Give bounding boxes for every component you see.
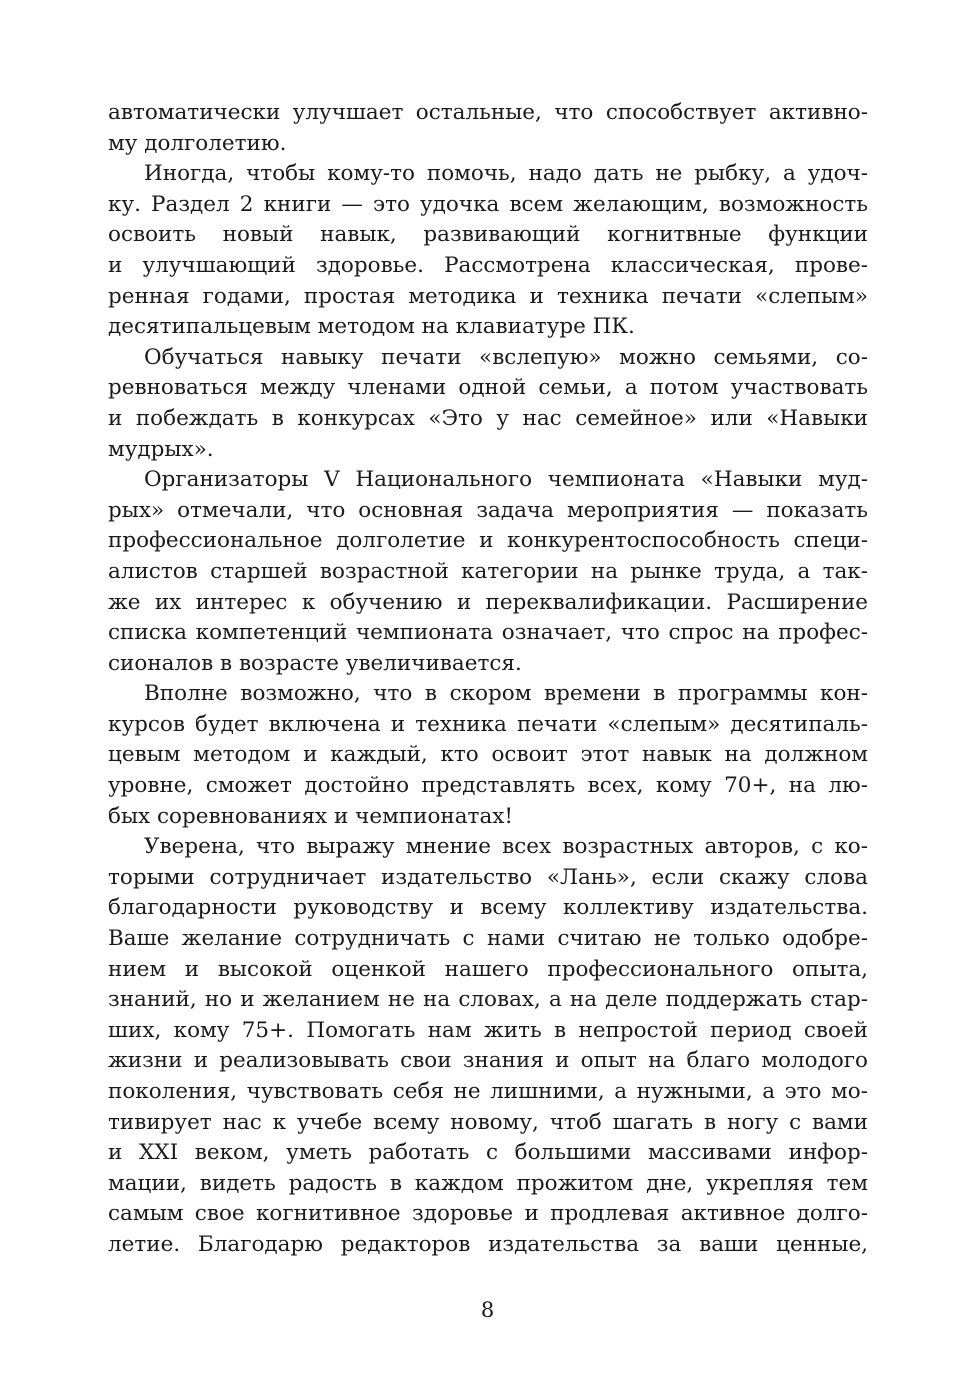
text-line: ку. Раздел 2 книги — это удочка всем желающим, возможность <box>108 191 868 217</box>
text-line: му долголетию. <box>108 130 287 156</box>
page-body <box>108 98 868 1298</box>
text-line: и XXI веком, уметь работать с большими массивами инфор- <box>108 1140 868 1166</box>
text-line: же их интерес к обучению и переквалификации. Расширение <box>108 589 868 615</box>
text-line: цевым методом и каждый, кто освоит этот навык на должном <box>108 742 868 768</box>
text-line: профессиональное долголетие и конкурентоспособность специ- <box>108 528 868 554</box>
text-line: мудрых». <box>108 436 214 462</box>
text-line: ших, кому 75+. Помогать нам жить в непростой период своей <box>108 1017 868 1043</box>
text-line: знаний, но и желанием не на словах, а на деле поддержать стар- <box>108 987 868 1013</box>
text-line: тивирует нас к учебе всему новому, чтоб шагать в ногу с вами <box>108 1109 868 1135</box>
text-line: списка компетенций чемпионата означает, что спрос на профес- <box>108 620 868 646</box>
text-line: нием и высокой оценкой нашего профессионального опыта, <box>108 956 868 982</box>
text-line: самым свое когнитивное здоровье и продлевая активное долго- <box>108 1201 868 1227</box>
text-line: благодарности руководству и всему коллективу издательства. <box>108 895 868 921</box>
text-line: Уверена, что выражу мнение всех возрастных авторов, с ко- <box>144 834 868 860</box>
text-line: и улучшающий здоровье. Рассмотрена классическая, прове- <box>108 252 868 278</box>
text-line: сионалов в возрасте увеличивается. <box>108 650 522 676</box>
text-line: Ваше желание сотрудничать с нами считаю не только одобре- <box>108 926 868 952</box>
text-line: уровне, сможет достойно представлять всех, кому 70+, на лю- <box>108 773 868 799</box>
text-line: бых соревнованиях и чемпионатах! <box>108 803 514 829</box>
text-line: ревноваться между членами одной семьи, а потом участвовать <box>108 375 868 401</box>
text-line: и побеждать в конкурсах «Это у нас семейное» или «Навыки <box>108 405 868 431</box>
text-line: мации, видеть радость в каждом прожитом дне, укрепляя тем <box>108 1170 868 1196</box>
page-number: 8 <box>480 1298 495 1322</box>
text-line: торыми сотрудничает издательство «Лань», если скажу слова <box>108 864 868 890</box>
text-line: Организаторы V Национального чемпионата «Навыки муд- <box>144 467 868 493</box>
text-line: Иногда, чтобы кому-то помочь, надо дать не рыбку, а удоч- <box>144 161 868 187</box>
text-line: жизни и реализовывать свои знания и опыт на благо молодого <box>108 1048 868 1074</box>
text-line: Обучаться навыку печати «вслепую» можно семьями, со- <box>144 344 868 370</box>
text-line: автоматически улучшает остальные, что способствует активно- <box>108 100 868 125</box>
text-line: освоить новый навык, развивающий когнитвные функции <box>108 222 868 248</box>
text-line: летие. Благодарю редакторов издательства за ваши ценные, <box>108 1231 868 1257</box>
text-line: поколения, чувствовать себя не лишними, а нужными, а это мо- <box>108 1079 868 1104</box>
text-line: десятипальцевым методом на клавиатуре ПК. <box>108 314 635 340</box>
text-line: рых» отмечали, что основная задача мероприятия — показать <box>108 497 868 523</box>
text-line: Вполне возможно, что в скором времени в программы кон- <box>144 681 868 707</box>
text-line: ренная годами, простая методика и техника печати «слепым» <box>108 283 868 309</box>
text-line: курсов будет включена и техника печати «слепым» десятипаль- <box>108 711 868 737</box>
text-line: алистов старшей возрастной категории на рынке труда, а так- <box>108 558 868 584</box>
